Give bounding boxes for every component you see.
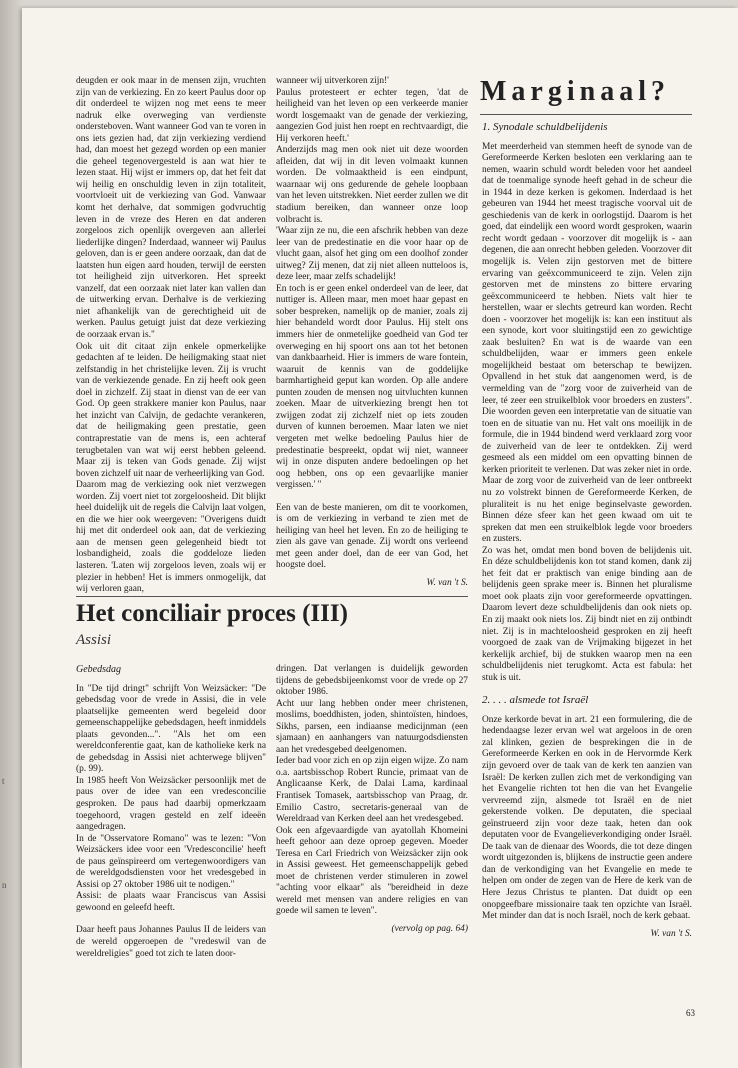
- title-rule: [480, 114, 692, 115]
- paragraph: In 1985 heeft Von Weizsäcker persoonlijk met de paus over de idee van een vredesconcilie gesproken. De paus had daarbij opmerkzaam toegehoord, vragen gesteld en zelf ideeën aangedragen.: [76, 775, 266, 833]
- paragraph: En toch is er geen enkel onderdeel van de leer, dat nuttiger is. Alleen maar, men moet haar gepast en sober bespreken, namelijk op de manier, zoals zij hier behandeld wordt door Paulus. Hij stelt ons immers hier de onmetelijke goedheid van God ter overweging en hij spoort ons aan tot het betonen van dankbaarheid. Hier is immers de ware fontein, waaruit de kennis van de goddelijke barmhartigheid geput kan worden. Op alle andere punten zouden de mensen nog uitvluchten kunnen zoeken. Maar de uitverkiezing brengt hen tot zwijgen zodat zij zichzelf niet op iets zouden durven of kunnen beroemen. Maar laten we niet vergeten met welke bedoeling Paulus hier de predestinatie bespreekt, opdat wij niet, wanneer wij in onze disputen andere bedoelingen op het oog hebben, ons op een gevaarlijke manier vergissen.' ": [276, 283, 468, 491]
- paragraph: deugden er ook maar in de mensen zijn, vruchten zijn van de verkiezing. En zo keert Paulus door op dit onderdeel te wijzen nog met eens te meer nadruk elke overweging van verdienste ondersteboven. Want wanneer God van te voren in ons iets gezien had, dat zijn verkiezing verdiend had, dan moest het gezegd worden op een manier die geheel tegenovergesteld is aan wat hier te lezen staat. Hij wijst er immers op, dat het feit dat wij heilig en onschuldig leven in zijn totaliteit, voortvloeit uit de verkiezing van God. Vanwaar komt het derhalve, dat sommigen godvruchtig leven in de vreze des Heren en dat anderen zorgeloos zich openlijk overgeven aan allerlei liederlijke dingen? Inderdaad, wanneer wij Paulus geloven, dan is er geen andere oorzaak, dan dat de laatsten hun eigen aard houden, terwijl de eersten tot heiligheid zijn uitverkoren. Het spreekt vanzelf, dat een oorzaak niet later kan vallen dan de uitwerking ervan. Derhalve is de verkiezing niet afhankelijk van de gerechtigheid uit de werken. Paulus getuigt juist dat deze verkiezing de oorzaak ervan is.": [76, 76, 266, 341]
- article-column-top-middle: [276, 76, 468, 588]
- article-title: Het conciliair proces (III): [76, 600, 348, 627]
- paragraph: Maar de zorg voor de zuiverheid van de leer ontbreekt nu zo volstrekt binnen de Gereformeerde Kerken, de pluraliteit is nu het enige beginselvaste geworden. Binnen déze sfeer kan het geen kwaad om uit te spreken dat men een struikelblok legde voor broeders en zusters.: [482, 476, 692, 545]
- paragraph: Een van de beste manieren, om dit te voorkomen, is om de verkiezing in verband te zien met de heiliging van heel het leven. En zo de heiliging te zien als gave van genade. Zij wordt ons verleend met geen ander doel, dan de eer van God, het hoogste doel.: [276, 502, 468, 571]
- paragraph: Ook uit dit citaat zijn enkele opmerkelijke gedachten af te leiden. De heiligmaking staat niet zelfstandig in het christelijke leven. Zij is vrucht van de verkiezende genade. En zij heeft ook geen doel in zichzelf. Zij staat in dienst van de eer van God. Op geen strakkere manier kon Paulus, naar het inzicht van Calvijn, de gedachte verankeren, dat de heiligmaking geen prestatie, geen contraprestatie van de mens is, een achteraf terugbetalen van wat wij eerst hebben geleend. Maar zij is teken van Gods genade. Zij wijst boven zichzelf uit naar de verheerlijking van God.: [76, 341, 266, 479]
- paragraph: Anderzijds mag men ook niet uit deze woorden afleiden, dat wij in dit leven volmaakt kunnen worden. De volmaaktheid is een eindpunt, waarnaar wij ons gedurende de gehele loopbaan van het leven uitstrekken. Niet eerder zullen we dit stadium bereiken, dan wanneer onze loop volbracht is.: [276, 145, 468, 225]
- paragraph: Acht uur lang hebben onder meer christenen, moslims, boeddhisten, joden, shintoïsten, hindoes, Sikhs, parsen, een indiaanse medicijnman (een sjamaan) en aanhangers van natuurgodsdiensten aan het vredesgebed deelgenomen.: [276, 698, 468, 755]
- article-subtitle: Assisi: [76, 632, 112, 648]
- paragraph: Daarom mag de verkiezing ook niet verzwegen worden. Zij voert niet tot zorgeloosheid. Dit blijkt heel duidelijk uit de regels die Calvijn laat volgen, en die we hier ook weergeven: "Overigens duidt hij met dit onderdeel ook aan, dat de verkiezing aan de mensen geen gelegenheid biedt tot losbandigheid, zoals die goddeloze lieden lasteren. 'Laten wij zorgeloos leven, zoals wij er plezier in hebben! Het is immers onmogelijk, dat wij verloren gaan,: [76, 480, 266, 595]
- article-column-bottom-middle: [276, 664, 468, 994]
- section-heading: 2. . . . alsmede tot Israël: [482, 694, 589, 707]
- paragraph: Daar heeft paus Johannes Paulus II de leiders van de wereld opgeroepen de "vredeswil van de wereldreligies" goed tot zich te laten door-: [76, 925, 266, 959]
- paragraph: Assisi: de plaats waar Franciscus van Assisi gewoond en geleefd heeft.: [76, 891, 266, 913]
- article-column-bottom-left: [76, 664, 266, 994]
- paragraph: Paulus protesteert er echter tegen, 'dat de heiligheid van het leven op een verkeerde manier wordt losgemaakt van de genade der verkiezing, aangezien God juist hen roept en rechtvaardigt, die Hij verkoren heeft.': [276, 87, 468, 144]
- author-signature: W. van 't S.: [426, 577, 468, 588]
- paragraph: In de "Osservatore Romano" was te lezen: "Von Weizsäckers idee voor een 'Vredesconcilie' heeft de paus geïnspireerd om vertegenwoordigers van de wereldgodsdiensten voor het vredesgebed in Assisi op 27 oktober 1986 uit te nodigen.": [76, 833, 266, 890]
- paragraph: Ook een afgevaardigde van ayatollah Khomeini heeft gehoor aan deze oproep gegeven. Moeder Teresa en Carl Friedrich von Weizsäcker zijn ook in Assisi geweest. Het gemeenschappelijk gebed moet de christenen verder stimuleren in zowel "achting voor elkaar" als "bereidheid in deze wereld met mensen van andere religies en van goede wil samen te leven".: [276, 825, 468, 917]
- page-number: 63: [686, 1008, 695, 1018]
- paragraph: wanneer wij uitverkoren zijn!': [276, 76, 389, 86]
- edge-mark-1: t: [2, 776, 5, 786]
- marginaal-title: Marginaal?: [480, 76, 670, 107]
- paragraph: In "De tijd dringt" schrijft Von Weizsäcker: "De gebedsdag voor de vrede in Assisi, die in vele plaatselijke gemeenten werd begeleid door gemeenschappelijke gebedsdagen, heeft inmiddels plaats gevonden...". "Als het om een wereldconferentie gaat, kan de katholieke kerk na de gebedsdag in Assisi niet achterwege blijven" (p. 99).: [76, 683, 266, 775]
- paragraph: Met meerderheid van stemmen heeft de synode van de Gereformeerde Kerken besloten een verklaring aan te nemen, waarin schuld wordt beleden voor het aandeel dat de toenmalige synode heeft gehad in de scheur die in 1944 in deze kerken is gekomen. Inderdaad is het gebeuren van 1944 het meest tragische voorval uit de geschiedenis van de kerk in oorlogstijd. Daarom is het goed, dat eindelijk een woord wordt gesproken, waarin recht wordt gedaan - voorzover dit mogelijk is - aan degenen, die aan onrecht hebben geleden. Voorzover dit mogelijk is. Velen zijn gestorven met de bittere ervaring van geëxcommuniceerd te zijn. Velen zijn gestorven met de minstens zo bittere ervaring geëxcommuniceerd te hebben. Niets valt hier te herstellen, waar er slechts getreurd kan worden. Recht doen - voorzover het mogelijk is: kan een instituut als een synode, kort voor sluitingstijd een zo gewichtige zaak besluiten? En wat is de waarde van een schuldbelijden, waar er immers geen enkele mogelijkheid bestaat om beterschap te bewijzen. Opvallend in het stuk dat aangenomen werd, is de vermelding van de "zorg voor de zuiverheid van de leer, té zeer een struikelblok voor broeders en zusters". Die woorden geven een interpretatie van de situatie van toen en de situatie van nu. Het valt ons moeilijk in de formule, die in 1944 bindend werd verklaard zorg voor de zuiverheid van de leer te ontdekken. Zij werd gesmeed als een middel om een opvatting binnen de kerken prioriteit te verlenen. Dat was zeker niet in orde.: [482, 141, 692, 475]
- author-signature: W. van 't S.: [650, 928, 692, 939]
- paragraph: Onze kerkorde bevat in art. 21 een formulering, die de hedendaagse lezer ervan wel wat argeloos in de oren zal klinken, gezien de besprekingen die in de Gereformeerde Kerken en ook in de Hervormde Kerk zijn gevoerd over de taak van de kerk ten aanzien van Israël: De kerken zullen zich met de verkondiging van het Evangelie richten tot hen die van het Evangelie vervreemd zijn, alsmede tot Israël en de niet gekerstende volken. De deputaten, die speciaal geïnstrueerd zijn voor deze taak, heten dan ook deputaten voor de Evangelieverkondiging onder Israël. De taak van de dienaar des Woords, die tot deze dingen wordt uitgezonden is, blijkens de instructie geen andere dan de verkondiging van het Evangelie en mede te helpen om onder de zegen van de Here de kerk van de Here Jezus Christus te planten. Dat duidt op een onopgeefbare missionaire taak ten opzichte van Israël. Met minder dan dat is noch Israël, noch de kerk gebaat.: [482, 714, 692, 922]
- continued-note: (vervolg op pag. 64): [391, 924, 468, 935]
- binding-gutter: [0, 0, 22, 1068]
- edge-mark-2: n: [2, 880, 7, 890]
- article-column-top-left: [76, 76, 266, 595]
- section-heading: Gebedsdag: [76, 664, 121, 675]
- article-rule: [76, 596, 468, 597]
- paragraph: Zo was het, omdat men bond boven de belijdenis uit. En déze schuldbelijdenis kon tot stand komen, dank zij het feit dat er praktisch van enige binding aan de belijdenis geen sprake meer is. Binnen het pluralisme moet ook plaats zijn voor gereformeerde opvattingen. Daarom levert deze schuldbelijdenis dan ook niets op. En zij maakt ook niets los. Zij bindt niet en zij ontbindt niet. Zij is in machteloosheid gesproken en zij heeft voorgoed de zaak van de Vrijmaking bijgezet in het kerkelijk archief, bij de stukken waarop men na een schuldbelijdenis niet terugkomt. Acta est fabula: het stuk is uit.: [482, 545, 692, 683]
- section-heading: 1. Synodale schuldbelijdenis: [482, 121, 608, 133]
- paragraph: Ieder bad voor zich en op zijn eigen wijze. Zo nam o.a. aartsbisschop Robert Runcie, primaat van de Anglicaanse Kerk, de Dalai Lama, kardinaal Frantisek Tomasek, aartsbisschop van Praag, dr. Emilio Castro, secretaris-generaal van de Wereldraad van Kerken deel aan het vredesgebed.: [276, 756, 468, 825]
- paragraph: 'Waar zijn ze nu, die een afschrik hebben van deze leer van de predestinatie en die voor haar op de vlucht gaan, alsof het ging om een doolhof zonder uitweg? Zij menen, dat zij niet alleen nutteloos is, deze leer, maar zelfs schadelijk!: [276, 226, 468, 283]
- paragraph: dringen. Dat verlangen is duidelijk geworden tijdens de gebedsbijeenkomst voor de vrede op 27 oktober 1986.: [276, 664, 468, 698]
- marginaal-column: [482, 122, 692, 992]
